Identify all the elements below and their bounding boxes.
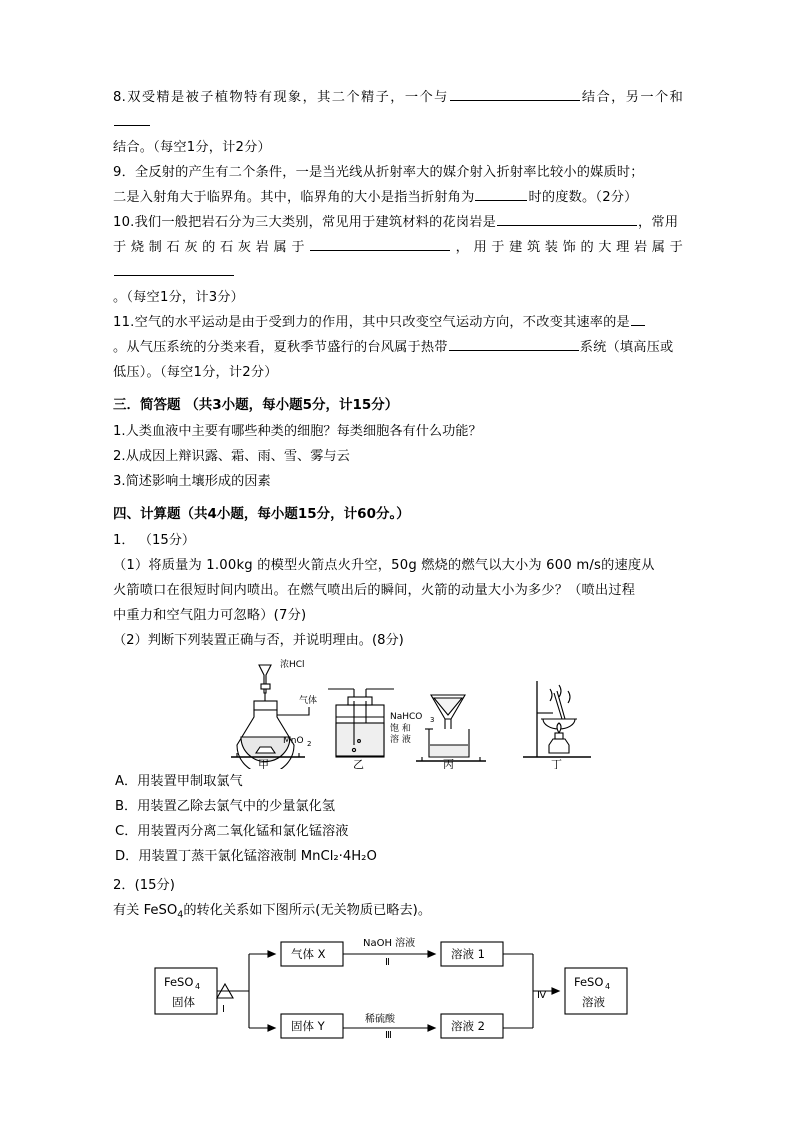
calc-q1-part2: （2）判断下列装置正确与否，并说明理由。(8分) [113,633,404,648]
flow-end-line1: FeSO [574,974,604,989]
svg-text:3: 3 [430,716,435,724]
flow-step-1: Ⅰ [222,1003,225,1015]
q10-blank-2[interactable] [310,236,450,251]
q11-blank-2[interactable] [449,336,579,351]
flow-start-line2: 固体 [172,994,195,1009]
label-baohe: 饱 和 [390,724,411,734]
q11-text-d: 低压）。（每空1分，计2分） [113,365,278,380]
calc-q2-statement [113,898,683,928]
section-3-item-1: 1.人类血液中主要有哪些种类的细胞？每类细胞各有什么功能？ [113,424,482,439]
question-11 [113,310,683,385]
q8-text-b: 结合，另一个和 [580,90,683,105]
option-b: B．用装置乙除去氯气中的少量氯化氢 [115,799,336,814]
q10-blank-1[interactable] [497,211,637,226]
apparatus-svg [113,657,683,769]
label-yi: 乙 [353,758,364,769]
calc-q1-part1 [113,553,683,628]
q11-text-a: 11.空气的水平运动是由于受到力的作用，其中只改变空气运动方向，不改变其速率的是 [113,315,630,330]
q9-text-b: 二是入射角大于临界角。其中，临界角的大小是指当折射角为 [113,190,475,205]
option-a: A．用装置甲制取氯气 [115,774,243,789]
q2-subscript: 4 [177,909,184,921]
flow-step-4: Ⅳ [537,989,547,1001]
flow-sol-2: 溶液 2 [451,1018,485,1033]
page-content [113,85,683,1059]
q10-text-d: ，用于建筑装饰的大理岩属于 [451,240,683,255]
q10-text-a: 10.我们一般把岩石分为三大类别，常见用于建筑材料的花岗岩是 [113,215,497,230]
label-ding: 丁 [551,758,562,769]
q11-text-c: 系统（填高压或 [579,340,674,355]
label-nong-hcl: 浓HCl [280,660,305,670]
q1-p1-line2: 火箭喷口在很短时间内喷出。在燃气喷出后的瞬间，火箭的动量大小为多少？（喷出过程 [113,583,636,598]
q10-text-c: 于烧制石灰的石灰岩属于 [113,240,310,255]
flow-dilute-acid: 稀硫酸 [365,1013,395,1025]
q9-text-c: 时的度数。（2分） [528,190,638,205]
flow-end-line2: 溶液 [582,994,605,1009]
question-10 [113,210,683,310]
q9-text-a: 9．全反射的产生有二个条件，一是当光线从折射率大的媒介射入折射率比较小的媒质时； [113,165,644,180]
flow-step-2: Ⅱ [385,956,390,968]
label-bing: 丙 [443,758,454,769]
flow-sol-1: 溶液 1 [451,946,485,961]
q8-blank-2[interactable] [114,111,150,126]
q1-p1-line1: （1）将质量为 1.00kg 的模型火箭点火升空，50g 燃烧的燃气以大小为 600 m/s的速度从 [113,558,655,573]
q11-blank-1[interactable] [631,311,645,326]
flow-diagram [113,934,683,1059]
flow-svg [113,934,683,1059]
svg-text:2: 2 [307,740,312,748]
q8-text-c: 结合。（每空1分，计2分） [113,140,271,155]
q9-blank-1[interactable] [475,186,527,201]
q2-text-b: 的转化关系如下图所示(无关物质已略去)。 [183,903,432,918]
label-mno2: MnO [283,736,304,746]
flow-start-line1: FeSO [164,974,194,989]
label-rongye: 溶 液 [390,735,411,745]
flow-solid-y: 固体 Y [291,1018,325,1033]
option-d: D．用装置丁蒸干氯化锰溶液制 MnCl₂·4H₂O [115,849,377,864]
question-9 [113,160,683,210]
q2-text-a: 有关 FeSO [113,903,178,918]
option-c: C．用装置丙分离二氧化锰和氯化锰溶液 [115,824,349,839]
calc-q1-head: 1． （15分） [113,533,196,548]
q11-text-b: 。从气压系统的分类来看，夏秋季节盛行的台风属于热带 [113,340,448,355]
calc-q2-head: 2．(15分) [113,878,175,893]
q10-text-b: ，常用 [638,215,679,230]
flow-naoh: NaOH 溶液 [363,937,416,949]
q8-blank-1[interactable] [450,86,580,101]
flow-gas-x: 气体 X [291,946,326,961]
label-jia: 甲 [258,758,269,769]
section-3-item-2: 2.从成因上辩识露、霜、雨、雪、雾与云 [113,449,350,464]
svg-text:4: 4 [195,981,201,991]
q10-text-e: 。（每空1分，计3分） [113,290,245,305]
q10-blank-3[interactable] [114,261,234,276]
section-4-title: 四、计算题（共4小题，每小题15分，计60分。） [113,506,410,522]
flow-step-3: Ⅲ [385,1029,392,1041]
q8-text-a: 8.双受精是被子植物特有现象，其二个精子，一个与 [113,90,449,105]
apparatus-figure [113,657,683,769]
question-8 [113,85,683,160]
label-nahco3: NaHCO [390,712,423,722]
q1-p1-line3: 中重力和空气阻力可忽略）(7分) [113,608,307,623]
section-3-item-3: 3.简述影响土壤形成的因素 [113,474,271,489]
section-3-title: 三．简答题 （共3小题，每小题5分，计15分） [113,397,399,413]
svg-text:4: 4 [605,981,611,991]
label-qiti-1: 气体 [299,696,318,706]
